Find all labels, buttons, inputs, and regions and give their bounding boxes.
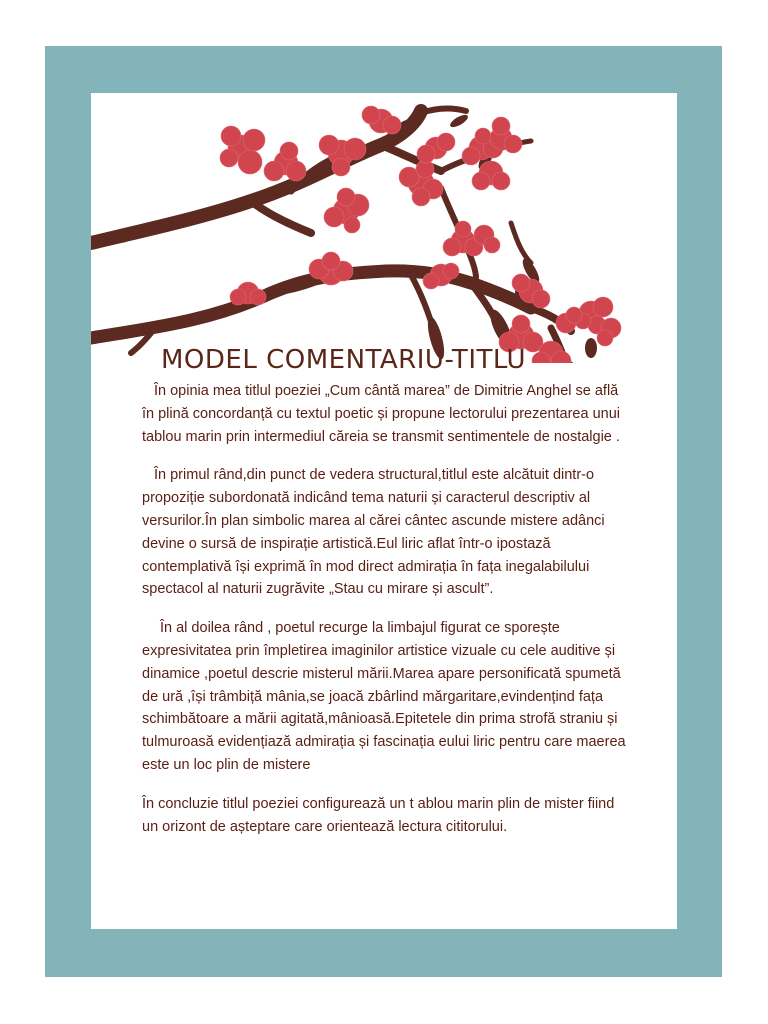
paragraph-conclusion: În concluzie titlul poeziei configurează un t ablou marin plin de mister fiind un orizont de așteptare care orientează lectura cititorului.	[142, 795, 615, 835]
paragraph-intro: În opinia mea titlul poeziei „Cum cântă marea” de Dimitrie Anghel se află în plină concordanță cu textul poetic și propune lectorului prezentarea unui tablou marin prin intermediul căreia se transmit sentimentele de nostalgie .	[142, 383, 620, 445]
page-border-frame	[45, 46, 722, 977]
document-title: MODEL COMENTARIU-TITLU	[161, 345, 527, 375]
cherry-blossom-branch-icon	[91, 93, 677, 363]
document-page	[91, 93, 677, 929]
paragraph-second-point: În al doilea rând , poetul recurge la limbajul figurat ce sporește expresivitatea prin împletirea imaginilor artistice vizuale cu cele auditive și dinamice ,poetul descrie misterul mării.Marea apare personificată spumetă de ură ,își trâmbiță mânia,se joacă zbârlind mărgaritare,evindențind fața schimbătoare a mării agitată,mânioasă.Epitetele din prima strofă straniu și tulmuroasă evidențiază admirația și fascinația eului liric pentru care maerea este un loc plin de mistere	[142, 620, 626, 773]
document-body	[142, 380, 632, 838]
paragraph-first-point: În primul rând,din punct de vedera structural,titlul este alcătuit dintr-o propoziție subordonată indicând tema naturii și caracterul descriptiv al versurilor.În plan simbolic marea al cărei cântec ascunde mistere adânci devine o sursă de inspirație artistică.Eul liric aflat într-o ipostază contemplativă își exprimă în mod direct admirația în fața inegalabilului spectacol al naturii zugrăvite „Stau cu mirare și ascult”.	[142, 467, 605, 598]
